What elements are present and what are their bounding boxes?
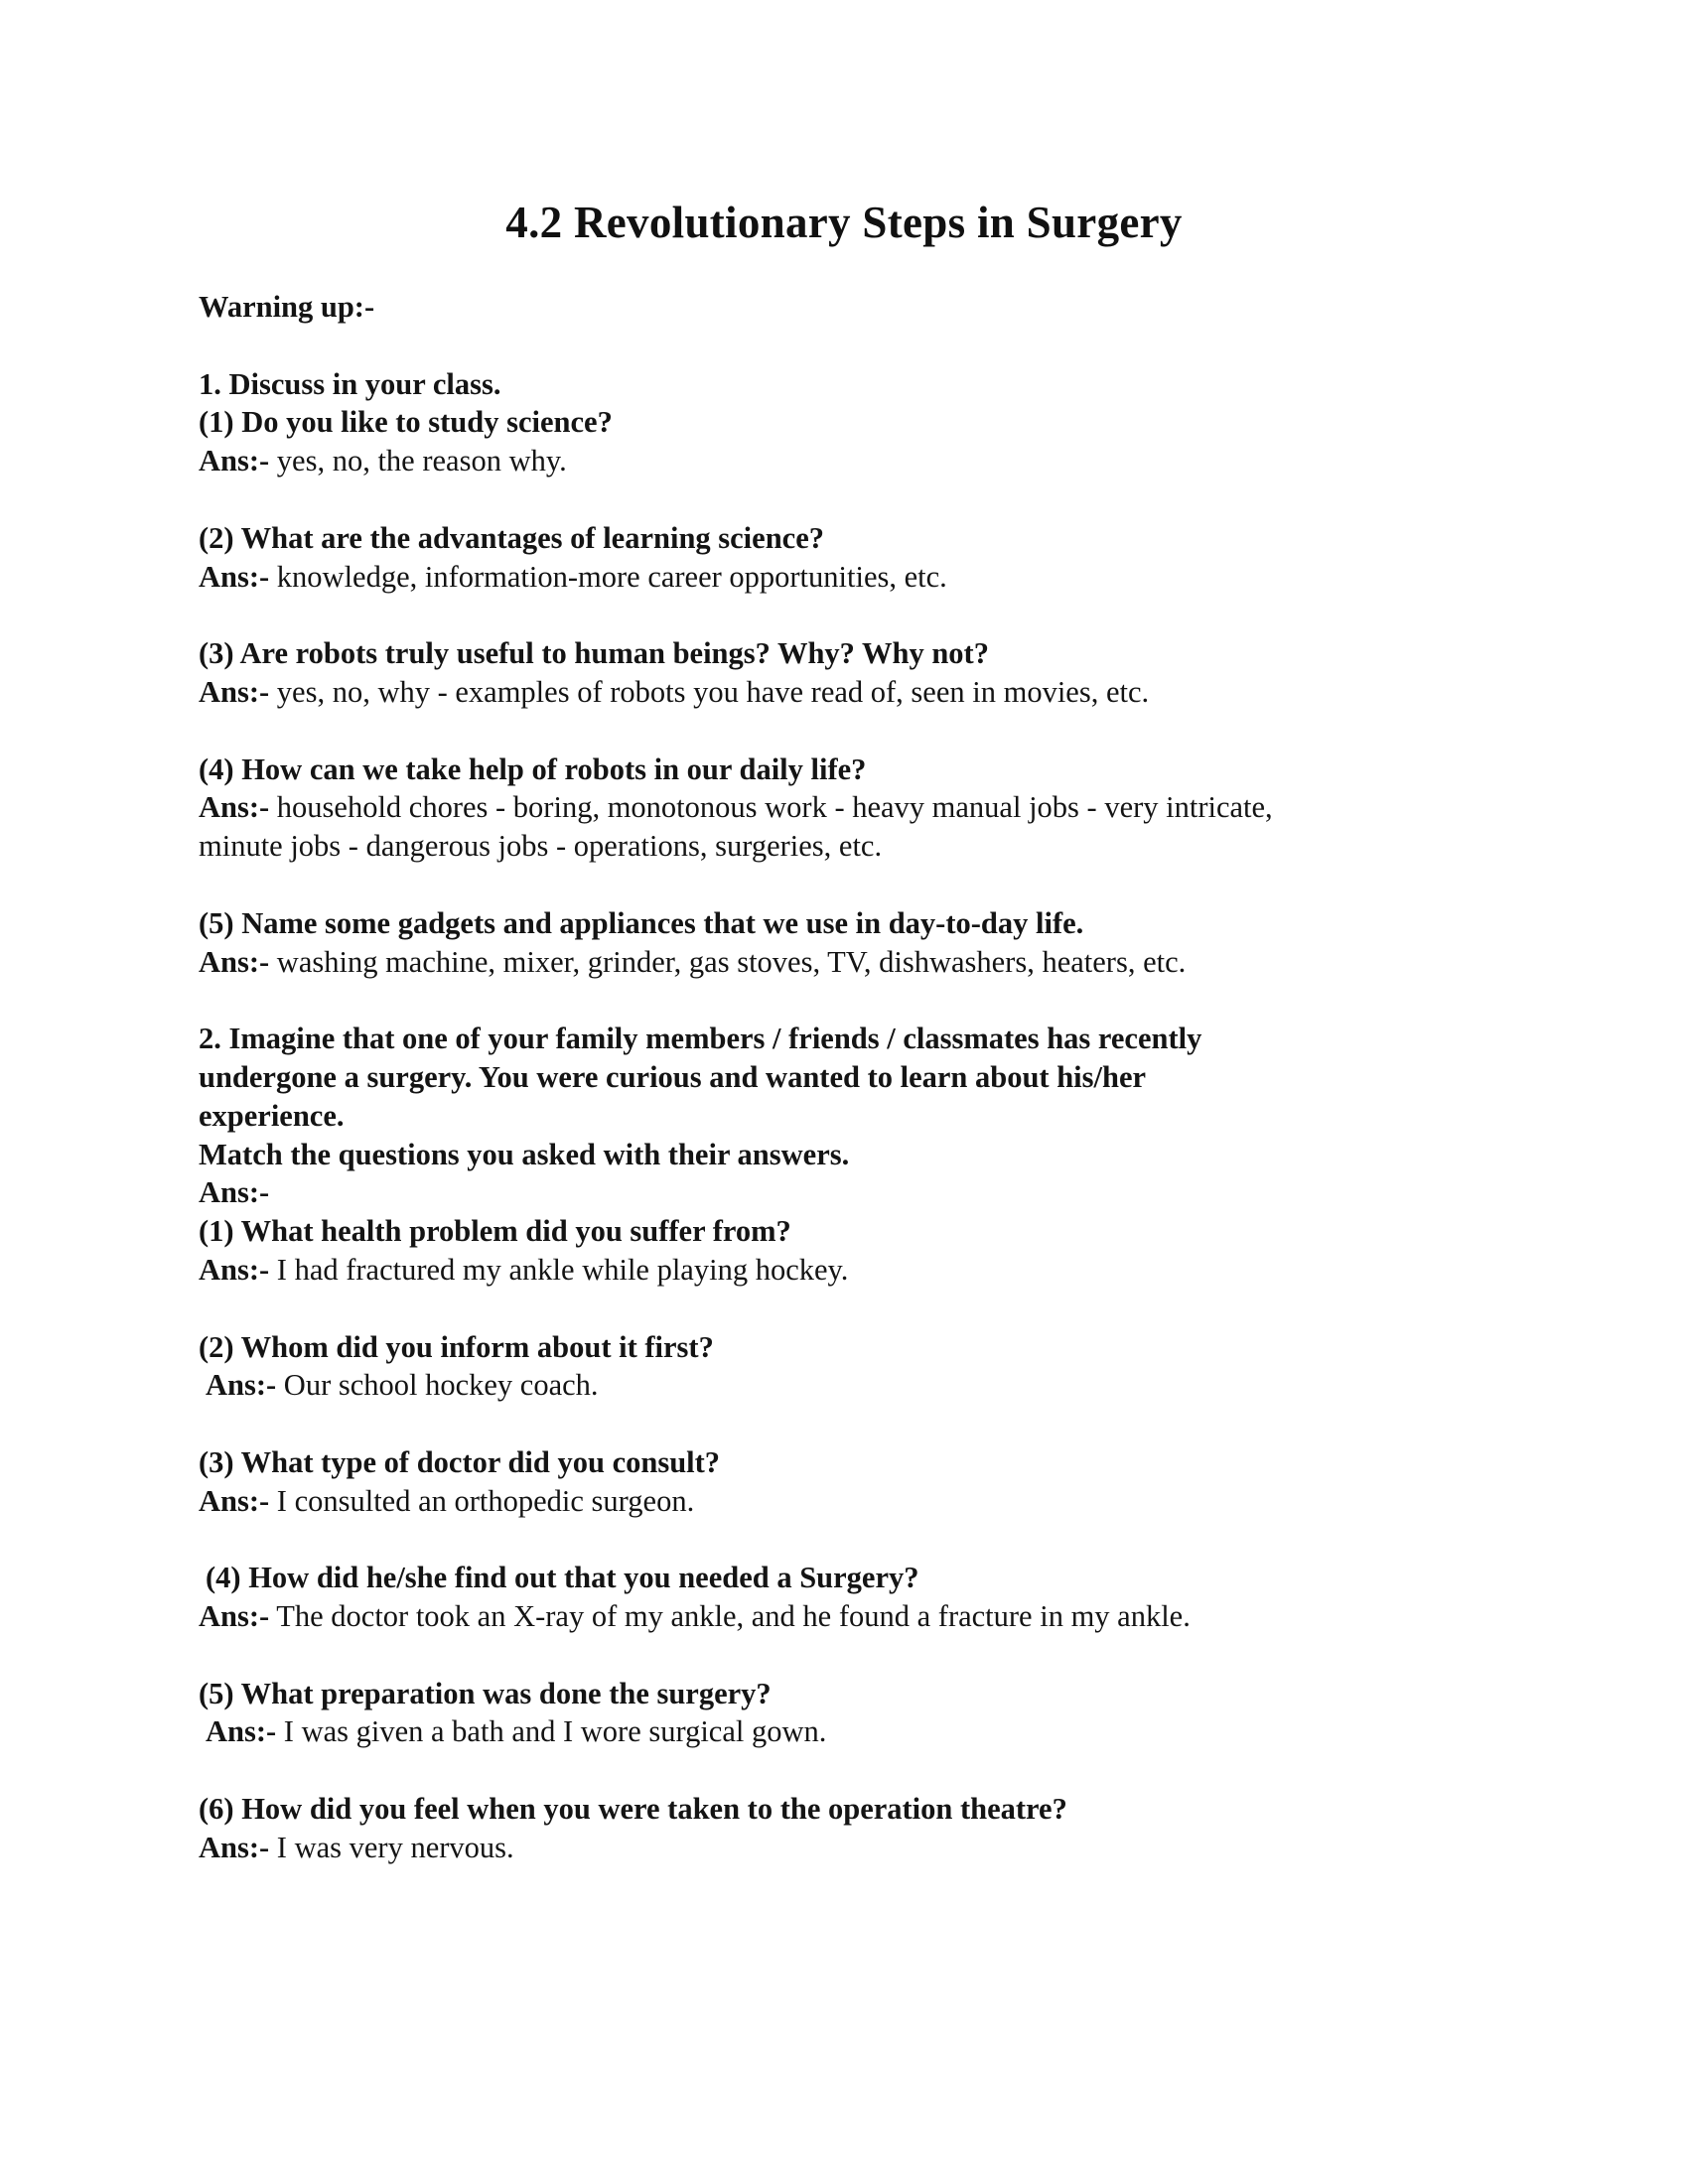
answer-label: Ans:- [206,1714,277,1749]
question: (5) Name some gadgets and appliances that we use in day-to-day life. [199,905,1084,940]
question: (2) What are the advantages of learning science? [199,520,824,555]
spacer [199,712,1450,751]
answer [199,673,1450,712]
answer-text: The doctor took an X-ray of my ankle, and he found a fracture in my ankle. [269,1599,1191,1634]
spacer [199,866,1450,904]
answer [199,1482,1450,1521]
question: (3) Are robots truly useful to human beings? Why? Why not? [199,636,989,671]
answer [199,1712,1450,1751]
answer-text: yes, no, the reason why. [269,444,567,478]
answer [199,1366,1450,1405]
section2-heading-line: undergone a surgery. You were curious and wanted to learn about his/her [199,1059,1147,1094]
spacer [199,1405,1450,1443]
answer-text: knowledge, information-more career opportunities, etc. [269,559,947,594]
answer-label: Ans:- [199,1252,270,1287]
answer-text: household chores - boring, monotonous work - heavy manual jobs - very intricate, [269,790,1273,825]
answer [199,788,1450,827]
section2-heading-line: 2. Imagine that one of your family members / friends / classmates has recently [199,1022,1202,1056]
answer-text: I was very nervous. [269,1830,514,1864]
answer-label: Ans:- [206,1368,277,1403]
answer-text: I consulted an orthopedic surgeon. [269,1483,695,1518]
section2-instruction: Match the questions you asked with their answers. [199,1137,850,1171]
question: (2) Whom did you inform about it first? [199,1329,714,1364]
answer [199,943,1450,982]
spacer [199,327,1450,365]
answer-label: Ans:- [199,674,270,709]
answer-text: I had fractured my ankle while playing hockey. [269,1252,849,1287]
question: (4) How did he/she find out that you needed a Surgery? [206,1561,919,1595]
spacer [199,1521,1450,1560]
answer [199,558,1450,597]
spacer [199,1290,1450,1328]
answer [199,1251,1450,1290]
answer-text: Our school hockey coach. [276,1368,599,1403]
question: (5) What preparation was done the surgery? [199,1676,772,1710]
answer-text: yes, no, why - examples of robots you have read of, seen in movies, etc. [269,674,1150,709]
answer-label: Ans:- [199,559,270,594]
spacer [199,1751,1450,1790]
spacer [199,480,1450,519]
question: (6) How did you feel when you were taken to the operation theatre? [199,1792,1067,1827]
question: (3) What type of doctor did you consult? [199,1444,721,1479]
answer [199,1597,1450,1636]
spacer [199,981,1450,1020]
answer-text: I was given a bath and I wore surgical gown. [276,1714,827,1749]
section2-heading-line: experience. [199,1098,345,1133]
answer [199,442,1450,480]
section1-heading: 1. Discuss in your class. [199,366,501,401]
answer-text: washing machine, mixer, grinder, gas stoves, TV, dishwashers, heaters, etc. [269,944,1187,979]
spacer [199,1636,1450,1675]
question: (1) What health problem did you suffer from? [199,1214,791,1249]
answer-label: Ans:- [199,1830,270,1864]
answer-continuation: minute jobs - dangerous jobs - operations, surgeries, etc. [199,829,883,864]
warmup-heading: Warning up:- [199,290,375,324]
answer [199,1829,1450,1867]
page-title: 4.2 Revolutionary Steps in Surgery [505,198,1183,247]
section2-ans-heading: Ans:- [199,1175,270,1210]
question: (4) How can we take help of robots in our daily life? [199,751,867,786]
answer-label: Ans:- [199,790,270,825]
answer-label: Ans:- [199,444,270,478]
spacer [199,596,1450,634]
answer-label: Ans:- [199,1483,270,1518]
question: (1) Do you like to study science? [199,405,613,440]
document-body [199,288,1450,1867]
answer-label: Ans:- [199,944,270,979]
answer-label: Ans:- [199,1599,270,1634]
